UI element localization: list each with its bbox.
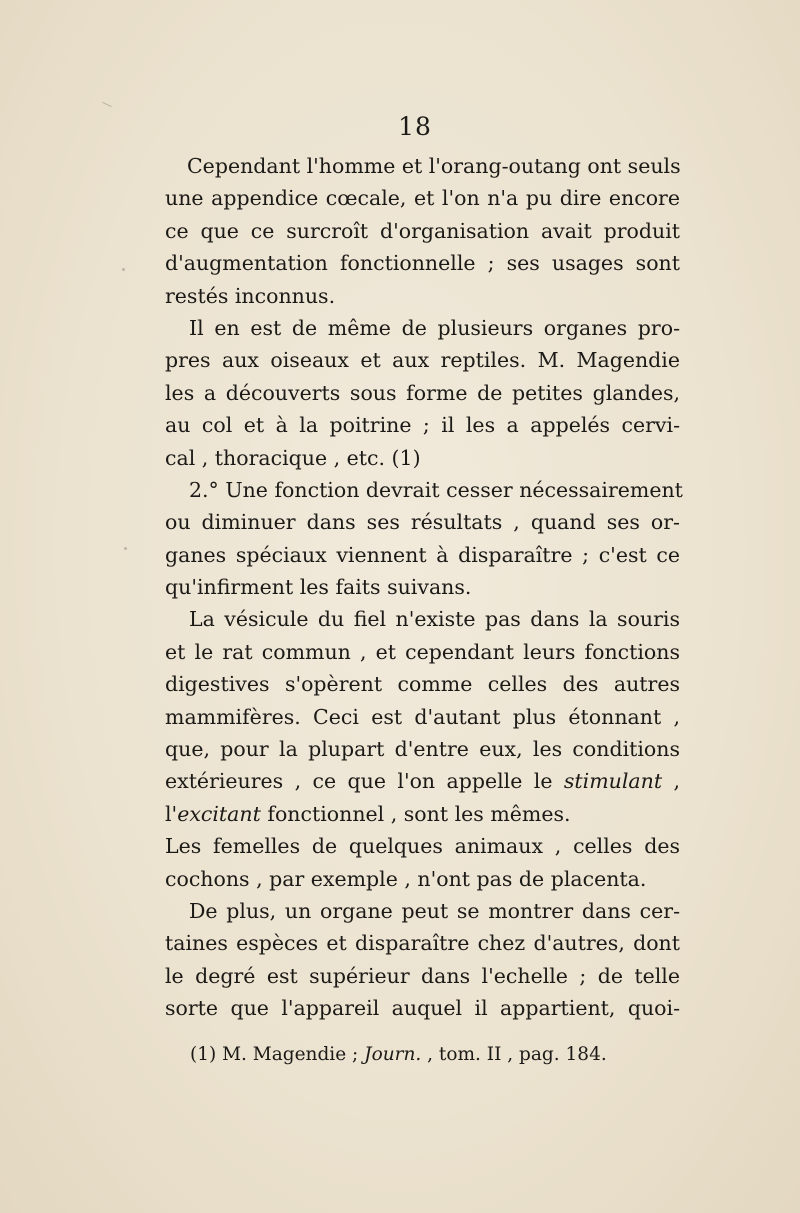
text-line: taines espèces et disparaître chez d'autres, dont [165, 931, 680, 956]
text-segment: fonctionnel , sont les mêmes. [267, 801, 571, 826]
text-line-with-italic [165, 798, 680, 830]
text-line: une appendice cœcale, et l'on n'a pu dire encore [165, 186, 680, 211]
text-line: sorte que l'appareil auquel il appartient, quoi- [165, 996, 680, 1021]
body-text [165, 150, 683, 1025]
footnote-journal: Journ. [364, 1044, 422, 1065]
text-line: ganes spéciaux viennent à disparaître ; c'est ce [165, 542, 680, 567]
text-line: De plus, un organe peut se montrer dans cer- [189, 898, 680, 923]
text-line: mammifères. Ceci est d'autant plus étonnant , [165, 704, 680, 729]
text-line: d'augmentation fonctionnelle ; ses usages sont [165, 251, 680, 276]
text-segment: l' [165, 801, 178, 826]
paper-speck [102, 102, 111, 107]
text-line: qu'infirment les faits suivans. [165, 575, 472, 600]
paper-speck [124, 547, 127, 550]
text-line: le degré est supérieur dans l'echelle ; de telle [165, 963, 680, 988]
text-line: ou diminuer dans ses résultats , quand ses or- [165, 510, 680, 535]
text-line: Les femelles de quelques animaux , celles des [165, 834, 680, 859]
text-line: cochons , par exemple , n'ont pas de placenta. [165, 866, 647, 891]
text-segment: , [662, 769, 680, 794]
text-line: digestives s'opèrent comme celles des autres [165, 672, 680, 697]
text-line: pres aux oiseaux et aux reptiles. M. Magendie [165, 348, 680, 373]
text-line: La vésicule du fiel n'existe pas dans la souris [189, 607, 680, 632]
italic-word-excitant: excitant [177, 801, 261, 826]
text-segment: extérieures , ce que l'on appelle le [165, 769, 553, 794]
paper-speck [655, 655, 657, 657]
footnote-prefix: (1) M. Magendie ; [190, 1044, 365, 1065]
text-line: Cependant l'homme et l'orang-outang ont seuls [187, 154, 681, 178]
footnote-suffix: , tom. II , pag. 184. [421, 1044, 607, 1065]
page-number: 18 [398, 112, 432, 141]
text-line: cal , thoracique , etc. (1) [165, 445, 421, 470]
text-line: Il en est de même de plusieurs organes pro- [189, 315, 680, 340]
text-line: restés inconnus. [165, 283, 336, 308]
text-line-with-italic [165, 765, 680, 797]
text-line: que, pour la plupart d'entre eux, les conditions [165, 737, 680, 762]
paper-speck [122, 268, 125, 271]
footnote [190, 1040, 607, 1070]
text-line: et le rat commun , et cependant leurs fonctions [165, 639, 680, 664]
text-line: les a découverts sous forme de petites glandes, [165, 380, 680, 405]
italic-word-stimulant: stimulant [563, 769, 663, 794]
text-line: ce que ce surcroît d'organisation avait produit [165, 218, 680, 243]
text-line: au col et à la poitrine ; il les a appelés cervi- [165, 413, 680, 438]
text-line: 2.° Une fonction devrait cesser nécessairement [189, 477, 683, 502]
